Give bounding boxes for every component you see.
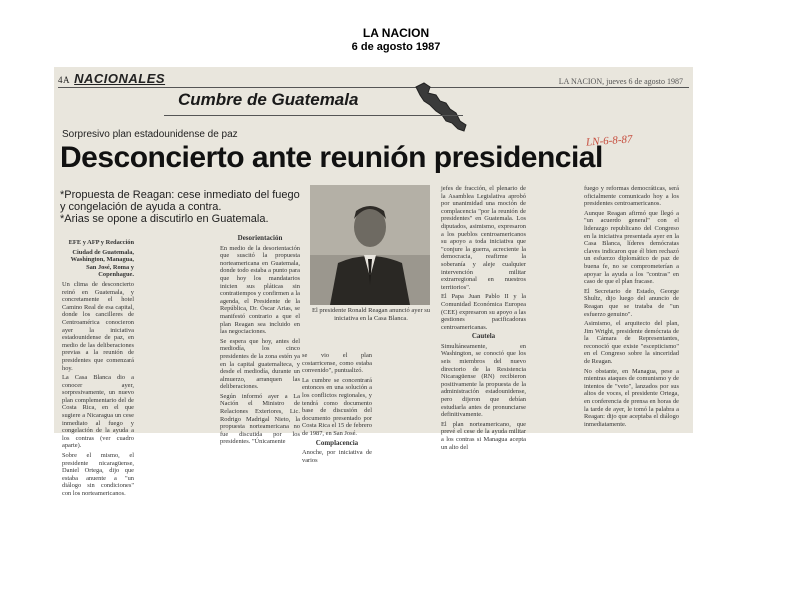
paragraph: Sobre el mismo, el presidente nicaragüense, Daniel Ortega, dijo que estaba anuente a "un diálogo sin condiciones" con los norteamericanos. bbox=[62, 452, 134, 497]
deck-line: *Arias se opone a discutirlo en Guatemala. bbox=[60, 213, 269, 225]
dateline: Ciudad de Guatemala, Washington, Managua, San José, Roma y Copenhague. bbox=[70, 248, 134, 279]
paragraph: Según informó ayer a La Nación el Ministro de Relaciones Exteriores, Lic. Rodrigo Madrigal Nieto, la propuesta norteamericana no fue discutida por los presidentes. "Únicamente bbox=[220, 392, 300, 446]
newspaper-clipping bbox=[54, 67, 693, 497]
handwritten-note: LN-6-8-87 bbox=[585, 133, 633, 149]
subhead: Desorientación bbox=[237, 234, 283, 242]
paragraph: se vio el plan costarricense, como estaba convenido", puntualizó. bbox=[302, 352, 372, 375]
byline: EFE y AFP y Redacción bbox=[68, 239, 134, 246]
document-title: LA NACION bbox=[362, 26, 430, 40]
paragraph: La cumbre se concentrará entonces en una solución a los conflictos regionales, y tendrá como documento base de discusión del documento presentado por Costa Rica el 15 de febrero de 1987, en San José. bbox=[302, 376, 372, 437]
paragraph: En medio de la desorientación que suscitó la propuesta norteamericana en Guatemala, donde todo estaba a punto para que hoy los mandatarios inicien sus pláticas sin contratiempos y confirmen a la agenda, el Presidente de la República, Dr. Óscar Arias, se manifestó contrario a que el plan Reagan sea incluido en las negociaciones. bbox=[220, 244, 300, 336]
paragraph: Un clima de desconcierto reinó en Guatemala, y concretamente el hotel Camino Real de esa capital, donde los cancilleres de Centroamérica conocieron ayer la iniciativa estadounidense de paz, en medio de las deliberaciones previas a la reunión de presidentes que comenzará hoy. bbox=[62, 280, 134, 372]
series-title: Cumbre de Guatemala bbox=[178, 90, 359, 109]
article-column-5 bbox=[584, 185, 679, 433]
paragraph: La Casa Blanca dio a conocer ayer, sorpresivamente, un nuevo plan complementario del de Costa Rica, en el que sugiere a Nicaragua un cese inmediato al fuego y congelación de la ayuda a los contras (ver cuadro aparte). bbox=[62, 374, 134, 450]
section-name: NACIONALES bbox=[74, 71, 166, 86]
headline: Desconcierto ante reunión presidencial bbox=[60, 141, 603, 174]
subhead: Cautela bbox=[471, 332, 496, 341]
paragraph: El Papa Juan Pablo II y la Comunidad Económica Europea (CEE) expresaron su apoyo a las gestiones pacificadoras centroamericanas. bbox=[441, 293, 526, 331]
paragraph: Asimismo, el arquitecto del plan, Jim Wright, presidente demócrata de la Cámara de Representantes, reconoció que existe "escepticismo" en el Congreso sobre la sinceridad de Reagan. bbox=[584, 320, 679, 366]
header-rule bbox=[58, 87, 689, 88]
subhead: Complacencia bbox=[315, 438, 359, 447]
paragraph: El Secretario de Estado, George Shultz, dijo luego del anuncio de Reagan que se trataba de "un esfuerzo genuino". bbox=[584, 287, 679, 318]
paragraph: jefes de fracción, el plenario de la Asamblea Legislativa aprobó por unanimidad una moción de complacencia "por la reunión de presidentes" en Guatemala. Los diputados, asimismo, expresaron a los pueblos centroamericanos su apoyo a toda iniciativa que "conjure la guerra, acreciente la democracia, reafirme la soberanía y aleje cualquier intervención militar extrarregional en nuestros territorios". bbox=[441, 185, 526, 291]
paragraph: No obstante, en Managua, pese a mientras ataques de comunismo y de intentos de "veto", lanzados por sus altos de voces, el presidente Ortega, en conferencia de prensa en horas de la tarde de ayer, le tomó la palabra a Reagan: dijo que aceptaba el diálogo inmediatamente. bbox=[584, 367, 679, 428]
document-date: 6 de agosto 1987 bbox=[351, 41, 441, 53]
paragraph: Se espera que hoy, antes del mediodía, los cinco presidentes de la zona estén ya en la capital guatemalteca, y desde el mediodía, durante un almuerzo, arranquen las deliberaciones. bbox=[220, 337, 300, 391]
photo-caption: El presidente Ronald Reagan anunció ayer su iniciativa en la Casa Blanca. bbox=[311, 307, 431, 322]
paragraph: Anoche, por iniciativa de varios bbox=[302, 449, 372, 464]
article-column-2 bbox=[220, 234, 300, 446]
article-column-1 bbox=[62, 239, 134, 497]
paragraph: Simultáneamente, en Washington, se conoció que los seis miembros del nuevo directorio de la Resistencia Nicaragüense (RN) recibieron positivamente la propuesta de la administración estadounidense, pero dijeron que debían estudiarla antes de pronunciarse definitivamente. bbox=[441, 342, 526, 419]
section-header bbox=[58, 71, 165, 86]
issue-meta: LA NACION, jueves 6 de agosto 1987 bbox=[558, 77, 683, 86]
page-number: 4A bbox=[58, 75, 70, 85]
paragraph: Aunque Reagan afirmó que llegó a "un acuerdo general" con el liderazgo republicano del Congreso en la iniciativa presentada ayer en la Casa Blanca, líderes demócratas claves indicaron que él bien rechazó un esfuerzo diplomático de paz de buena fe, no se comprometerían a apoyar la ayuda a los "contras" en caso de que el plan fracase. bbox=[584, 209, 679, 286]
series-rule bbox=[164, 115, 463, 116]
paragraph: El plan norteamericano, que prevé el cese de la ayuda militar a los contras si Managua acepta un alto del bbox=[441, 420, 526, 451]
article-column-3 bbox=[302, 352, 372, 464]
reagan-photo bbox=[310, 185, 430, 305]
deck bbox=[60, 189, 305, 225]
deck-line: *Propuesta de Reagan: cese inmediato del fuego y congelación de ayuda a contra. bbox=[60, 189, 300, 213]
article-column-4 bbox=[441, 185, 526, 451]
kicker: Sorpresivo plan estadounidense de paz bbox=[62, 129, 238, 140]
central-america-map-icon bbox=[410, 79, 480, 140]
paragraph: fuego y reformas democráticas, será oficialmente comunicado hoy a los presidentes centroamericanos. bbox=[584, 185, 679, 208]
